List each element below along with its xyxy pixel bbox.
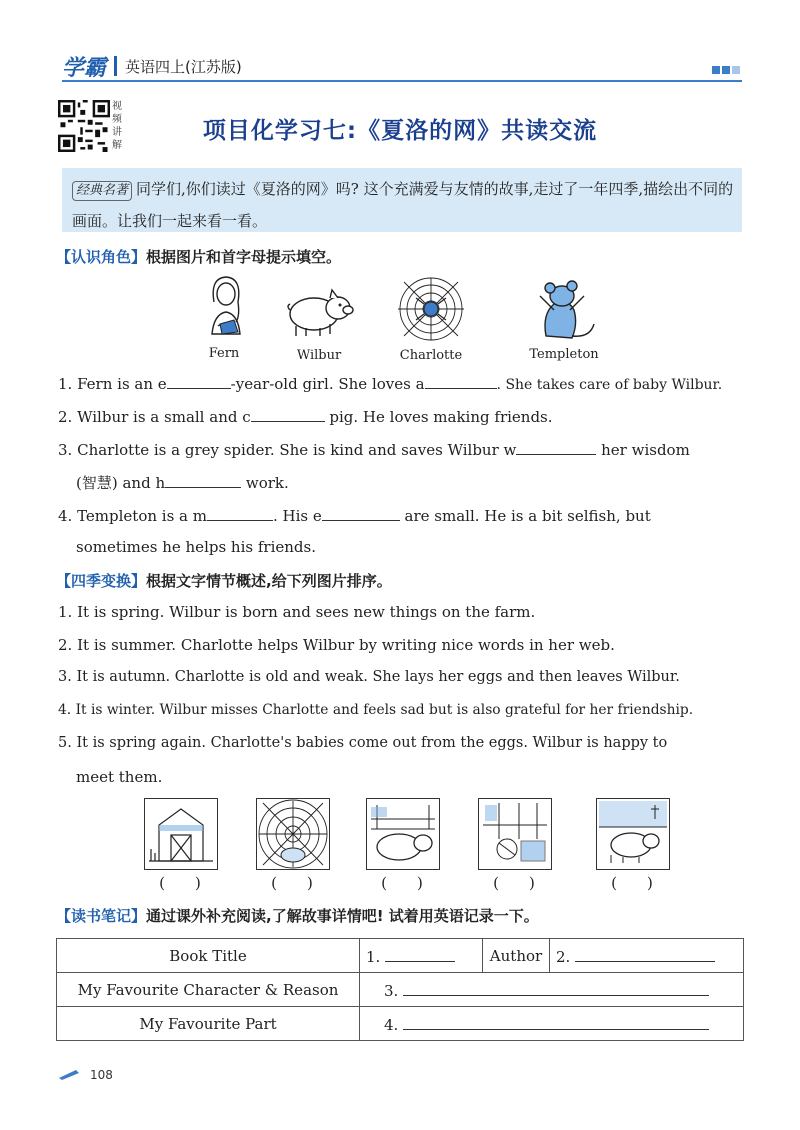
table-row xyxy=(57,1007,744,1041)
s1-item-3: 3. Charlotte is a grey spider. She is kind and saves Wilbur w her wisdom xyxy=(58,441,690,459)
table-row xyxy=(57,973,744,1007)
section1-heading xyxy=(56,246,341,267)
answer-cell[interactable]: 1. xyxy=(360,939,483,973)
answer-cell[interactable]: 2. xyxy=(550,939,744,973)
qr-label: 视频讲解 xyxy=(112,101,122,151)
row-label: My Favourite Character & Reason xyxy=(57,973,360,1007)
character-name-templeton: Templeton xyxy=(529,347,599,362)
s1-item-4: 4. Templeton is a m . His e are small. He is a bit selfish, but xyxy=(58,507,651,525)
header-rule xyxy=(62,80,742,82)
section1-instruction: 根据图片和首字母提示填空。 xyxy=(146,248,342,266)
character-name-charlotte: Charlotte xyxy=(399,348,463,363)
brand xyxy=(62,52,242,80)
character-name-wilbur: Wilbur xyxy=(296,348,342,363)
section1-tag: 【认识角色】 xyxy=(56,248,147,266)
blank-input[interactable] xyxy=(251,406,325,422)
blank-input[interactable] xyxy=(207,505,273,521)
row-label: My Favourite Part xyxy=(57,1007,360,1041)
intro-paragraph: 同学们,你们读过《夏洛的网》吗? 这个充满爱与友情的故事,走过了一年四季,描绘出不同的画面。让我们一起来看一看。 xyxy=(72,180,734,230)
autumn-picture-icon xyxy=(478,798,552,870)
pencil-icon xyxy=(58,1068,80,1080)
spring-picture-icon xyxy=(596,798,670,870)
intro-text xyxy=(72,173,742,237)
s2-item-2: 2. It is summer. Charlotte helps Wilbur by writing nice words in her web. xyxy=(58,636,615,654)
book-name: 英语四上(江苏版) xyxy=(125,57,242,76)
section2-tag: 【四季变换】 xyxy=(56,572,147,590)
s2-item-4: 4. It is winter. Wilbur misses Charlotte and feels sad but is also grateful for her friendship. xyxy=(58,702,694,718)
section2-instruction: 根据文字情节概述,给下列图片排序。 xyxy=(146,572,392,590)
blank-input[interactable] xyxy=(165,472,241,488)
s1-item-2: 2. Wilbur is a small and c pig. He loves making friends. xyxy=(58,408,553,426)
blank-input[interactable] xyxy=(425,373,497,389)
s1-item-4-cont: sometimes he helps his friends. xyxy=(76,538,316,556)
templeton-rat-icon xyxy=(528,280,598,342)
table-row xyxy=(57,939,744,973)
s2-item-3: 3. It is autumn. Charlotte is old and weak. She lays her eggs and then leaves Wilbur. xyxy=(58,669,680,685)
blank-input[interactable] xyxy=(322,505,400,521)
header-marks xyxy=(712,66,740,74)
author-label: Author xyxy=(483,939,550,973)
page-title: 项目化学习七:《夏洛的网》共读交流 xyxy=(202,118,598,144)
reading-notes-table xyxy=(56,938,744,1041)
barn-picture-icon xyxy=(144,798,218,870)
answer-blank-5[interactable]: ( ) xyxy=(611,874,653,892)
blank-input[interactable] xyxy=(516,439,596,455)
character-name-fern: Fern xyxy=(208,346,240,361)
charlotte-spider-icon xyxy=(396,276,466,342)
section2-heading xyxy=(56,570,392,591)
classic-badge: 经典名著 xyxy=(72,181,132,201)
section3-tag: 【读书笔记】 xyxy=(56,907,147,925)
brand-logo: 学霸 xyxy=(62,55,107,81)
s1-item-3-cont: (智慧) and h work. xyxy=(76,474,289,492)
s1-item-1: 1. Fern is an e -year-old girl. She loves a . She takes care of baby Wilbur. xyxy=(58,375,723,393)
answer-blank-2[interactable]: ( ) xyxy=(271,874,313,892)
row-label: Book Title xyxy=(57,939,360,973)
answer-cell[interactable]: 3. xyxy=(360,973,744,1007)
s2-item-1: 1. It is spring. Wilbur is born and sees new things on the farm. xyxy=(58,603,536,621)
answer-blank-1[interactable]: ( ) xyxy=(159,874,201,892)
section3-heading xyxy=(56,905,539,926)
s2-item-5-cont: meet them. xyxy=(76,768,163,786)
pig-picture-icon xyxy=(366,798,440,870)
brand-divider xyxy=(114,56,117,76)
s2-item-5: 5. It is spring again. Charlotte's babies come out from the eggs. Wilbur is happy to xyxy=(58,735,668,751)
fern-illustration-icon xyxy=(196,272,256,344)
answer-blank-3[interactable]: ( ) xyxy=(381,874,423,892)
blank-input[interactable] xyxy=(167,373,231,389)
section3-instruction: 通过课外补充阅读,了解故事详情吧! 试着用英语记录一下。 xyxy=(146,907,539,925)
answer-blank-4[interactable]: ( ) xyxy=(493,874,535,892)
wilbur-pig-icon xyxy=(286,286,356,340)
web-picture-icon xyxy=(256,798,330,870)
answer-cell[interactable]: 4. xyxy=(360,1007,744,1041)
page-number: 108 xyxy=(90,1068,113,1082)
